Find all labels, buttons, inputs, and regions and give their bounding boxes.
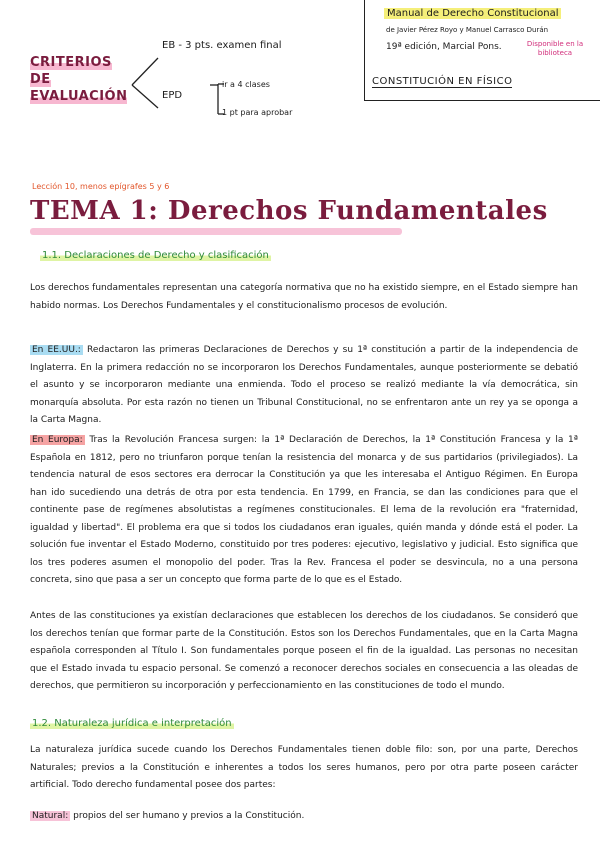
reference-edition: 19ª edición, Marcial Pons.	[386, 42, 502, 52]
paragraph-constituciones-text: Antes de las constituciones ya existían declaraciones que establecen los derechos de los ciudadanos. Se consideró que los derechos tenían que formar parte de la Constitución. Estos son los Derechos Fundamentales, que en la Carta Magna española corresponden al Título I. Son fundamentales porque poseen el fin de la igualdad. Las personas no necesitan que el Estado invada tu espacio personal. Se comenzó a reconocer derechos sociales en consecuencia a las oleadas de derechos, que permitieron su incorporación y perfeccionamiento en las constituciones de todo el mundo.	[30, 611, 578, 691]
criterios-title-line1: CRITERIOS DE	[30, 55, 112, 87]
reference-constitucion: CONSTITUCIÓN EN FÍSICO	[372, 76, 513, 87]
section-heading-1-2-text: 1.2. Naturaleza jurídica e interpretación	[32, 718, 232, 729]
paragraph-natural	[30, 808, 578, 826]
criterios-title-line2: EVALUACIÓN	[30, 89, 128, 104]
label-natural: Natural:	[32, 811, 69, 821]
paragraph-natural-text: propios del ser humano y previos a la Constitución.	[73, 811, 305, 821]
paragraph-naturaleza-text: La naturaleza jurídica sucede cuando los Derechos Fundamentales tienen doble filo: son, por una parte, Derechos Naturales; previos a la Constitución e inherentes a todos los seres humanos, pero por otra parte poseen carácter artificial. Todo derecho fundamental posee dos partes:	[30, 745, 578, 790]
paragraph-intro	[30, 280, 578, 315]
criterios-eb: EB - 3 pts. examen final	[162, 40, 282, 51]
label-eeuu: En EE.UU.:	[32, 345, 81, 355]
paragraph-intro-text: Los derechos fundamentales representan una categoría normativa que no ha existido siempre, en el Estado siempre han habido normas. Los Derechos Fundamentales y el constitucionalismo procesos de evolución.	[30, 283, 578, 311]
section-heading-1-1-text: 1.1. Declaraciones de Derecho y clasificación	[42, 250, 269, 261]
criterios-title	[30, 54, 130, 105]
paragraph-europa	[30, 432, 578, 590]
paragraph-naturaleza	[30, 742, 578, 795]
reference-title: Manual de Derecho Constitucional	[384, 8, 561, 19]
criterios-epd-item2: 1 pt para aprobar	[222, 108, 293, 117]
section-heading-1-1	[40, 250, 271, 261]
lesson-note: Lección 10, menos epígrafes 5 y 6	[32, 182, 170, 191]
paragraph-eeuu	[30, 342, 578, 430]
page-title: TEMA 1: Derechos Fundamentales	[30, 196, 548, 226]
reference-note: Disponible en la biblioteca	[526, 40, 584, 57]
criterios-epd: EPD	[162, 90, 183, 101]
criterios-epd-item1: ir a 4 clases	[222, 80, 270, 89]
reference-authors: de Javier Pérez Royo y Manuel Carrasco Durán	[386, 26, 549, 34]
title-highlight	[30, 228, 402, 235]
paragraph-europa-text: Tras la Revolución Francesa surgen: la 1ª Declaración de Derechos, la 1ª Constitución Francesa y la 1ª Española en 1812, pero no triunfaron porque tenían la resistencia del monarca y de sus partidarios (privilegiados). La tendencia natural de esos sectores era derrocar la Constitución ya que les interesaba el Antiguo Régimen. En Europa han ido sucediendo una detrás de otra por esta tendencia. En 1799, en Francia, se dan las condiciones para que el continente pase de regímenes absolutistas a regímenes constitucionales. El lema de la revolución era "fraternidad, igualdad y libertad". El problema era que si todos los ciudadanos eran iguales, quién manda y dónde está el poder. La solución fue inventar el Estado Moderno, constituido por tres poderes: ejecutivo, legislativo y judicial. Esto significa que los tres poderes asumen el monopolio del poder. Tras la Rev. Francesa el poder se desvincula, no a una persona concreta, sino que pasa a ser un concepto que forma parte de lo que es el Estado.	[30, 435, 578, 585]
paragraph-eeuu-text: Redactaron las primeras Declaraciones de Derechos y su 1ª constitución a partir de la independencia de Inglaterra. En la primera redacción no se incorporaron los Derechos Fundamentales, aunque posteriormente se debatió el asunto y se incorporaron mediante una enmienda. Todo el proceso se realizó mediante la vía democrática, sin monarquía absoluta. Por esta razón no tienen un Tribunal Constitucional, no se enfrentaron ante un rey ya se oponga a la Carta Magna.	[30, 345, 578, 425]
label-europa: En Europa:	[32, 435, 83, 445]
section-heading-1-2	[30, 718, 234, 729]
paragraph-constituciones	[30, 608, 578, 696]
